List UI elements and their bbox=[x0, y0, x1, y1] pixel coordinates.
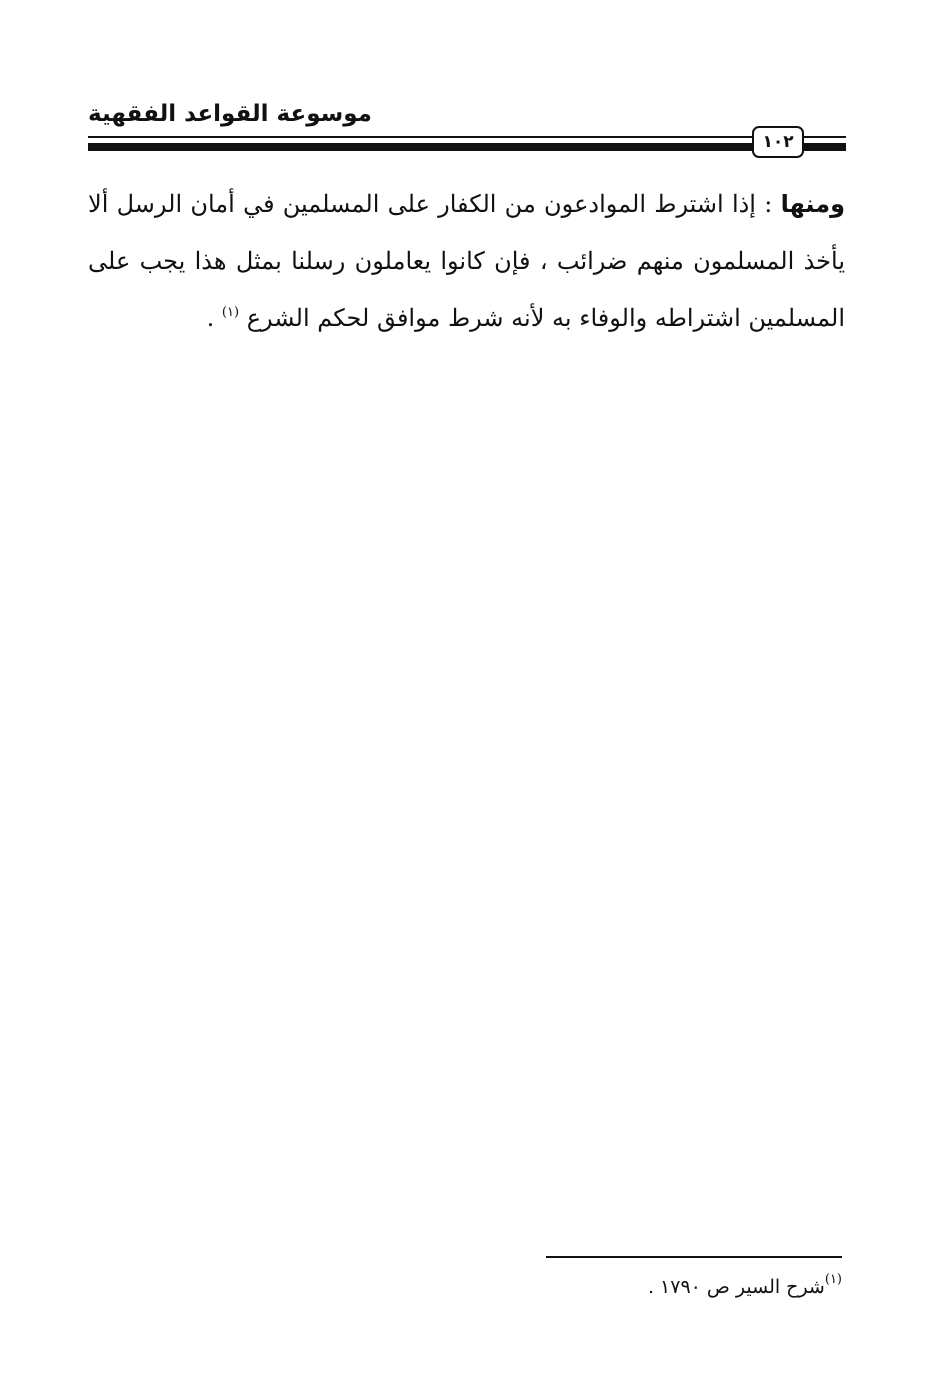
footnote-text: شرح السير ص ١٧٩٠ . bbox=[647, 1276, 825, 1298]
paragraph-lead: ومنها bbox=[780, 190, 845, 218]
header-rule-thick-right bbox=[804, 143, 846, 151]
paragraph-end-mark: . bbox=[206, 304, 222, 332]
page-number: ١٠٢ bbox=[752, 126, 804, 158]
paragraph-text: : إذا اشترط الموادعون من الكفار على المسلمين في أمان الرسل ألا يأخذ المسلمون منهم ضرائب ، فإن كانوا يعاملون رسلنا بمثل هذا يجب على المسلمين اشتراطه والوفاء به لأنه شرط موافق لحكم الشرع bbox=[88, 190, 845, 332]
body-paragraph bbox=[88, 176, 845, 347]
footnote-separator bbox=[546, 1256, 842, 1258]
footnote bbox=[647, 1272, 842, 1298]
footnote-reference: (١) bbox=[221, 305, 240, 320]
header-rule-thin-right bbox=[804, 136, 846, 138]
header-rule-thick bbox=[88, 143, 752, 151]
running-header-title: موسوعة القواعد الفقهية bbox=[88, 101, 372, 127]
footnote-marker: (١) bbox=[824, 1272, 842, 1287]
header-rule-thin bbox=[88, 136, 752, 138]
